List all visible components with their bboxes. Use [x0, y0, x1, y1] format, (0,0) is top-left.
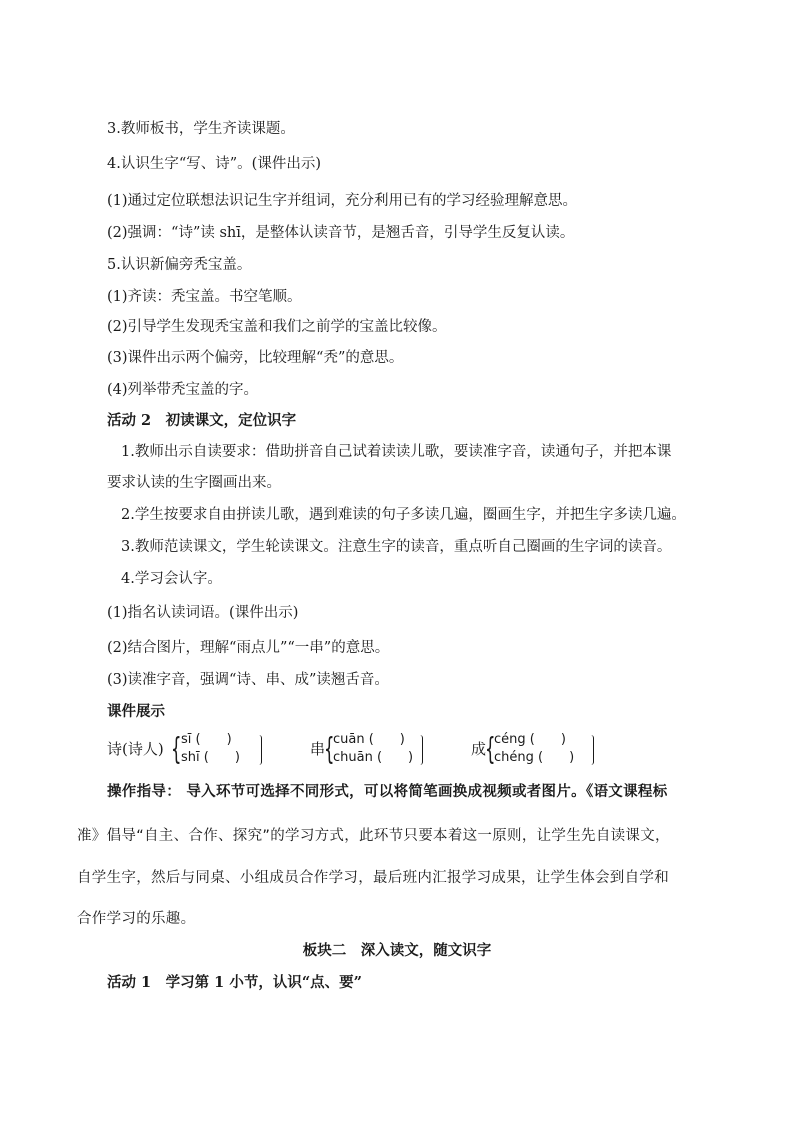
activity-2-step-4-sub-2: (2)结合图片，理解“雨点儿”“一串”的意思。 — [107, 640, 390, 656]
activity-2-step-1a: 1.教师出示自读要求：借助拼音自己试着读读儿歌，要读准字音，读通句子，并把本课 — [121, 444, 672, 460]
pinyin-option-top: sī ( ) — [181, 732, 232, 747]
left-brace: { — [485, 732, 496, 767]
operation-guide-line-2: 准》倡导“自主、合作、探究”的学习方式，此环节只要本着这一原则，让学生先自读课文， — [77, 828, 670, 844]
activity-2-heading: 活动 2 初读课文，定位识字 — [107, 412, 297, 429]
left-brace: { — [171, 732, 182, 767]
operation-guide-line-3: 自学生字，然后与同桌、小组成员合作学习，最后班内汇报学习成果，让学生体会到自学和 — [77, 870, 669, 886]
activity-2-step-3: 3.教师范读课文，学生轮读课文。注意生字的读音，重点听自己圈画的生字词的读音。 — [121, 539, 672, 555]
pinyin-char: 串 — [310, 740, 326, 758]
pinyin-group-chuan — [310, 731, 430, 771]
right-bracket — [591, 735, 594, 765]
step-3-line: 3.教师板书，学生齐读课题。 — [107, 121, 295, 137]
operation-guide-line-1 — [107, 782, 668, 802]
activity-2-step-2: 2.学生按要求自由拼读儿歌，遇到难读的句子多读几遍，圈画生字，并把生字多读几遍。 — [121, 507, 686, 523]
pinyin-char: 成 — [471, 740, 487, 758]
activity-2-step-4: 4.学习会认字。 — [121, 571, 222, 587]
operation-guide-line-4: 合作学习的乐趣。 — [77, 911, 196, 927]
right-bracket — [259, 735, 262, 765]
activity-2-step-1b: 要求认读的生字圈画出来。 — [107, 475, 281, 491]
step-5-line: 5.认识新偏旁秃宝盖。 — [107, 257, 252, 273]
step-5-sub-1: (1)齐读：秃宝盖。书空笔顺。 — [107, 289, 302, 305]
step-4-line: 4.认识生字“写、诗”。(课件出示) — [107, 156, 321, 172]
activity-2-step-4-sub-3: (3)读准字音，强调“诗、串、成”读翘舌音。 — [107, 672, 389, 688]
pinyin-group-cheng — [471, 731, 601, 771]
pinyin-option-bottom: shī ( ) — [181, 750, 240, 765]
left-brace: { — [324, 732, 335, 767]
section-2-heading: 板块二 深入读文，随文识字 — [302, 942, 492, 959]
pinyin-group-shi — [107, 731, 267, 771]
courseware-label: 课件展示 — [107, 703, 165, 720]
pinyin-option-top: céng ( ) — [494, 732, 566, 747]
step-5-sub-4: (4)列举带秃宝盖的字。 — [107, 382, 259, 398]
activity-1-heading: 活动 1 学习第 1 小节，认识“点、要” — [107, 974, 363, 991]
step-4-sub-1: (1)通过定位联想法识记生字并组词，充分利用已有的学习经验理解意思。 — [107, 193, 578, 209]
pinyin-char: 诗(诗人) — [107, 740, 164, 758]
pinyin-option-bottom: chéng ( ) — [494, 750, 575, 765]
step-4-sub-2: (2)强调：“诗”读 shī，是整体认读音节，是翘舌音，引导学生反复认读。 — [107, 225, 575, 241]
step-5-sub-2: (2)引导学生发现秃宝盖和我们之前学的宝盖比较像。 — [107, 319, 447, 335]
activity-2-step-4-sub-1: (1)指名认读词语。(课件出示) — [107, 605, 299, 621]
right-bracket — [420, 735, 423, 765]
pinyin-option-top: cuān ( ) — [333, 732, 405, 747]
step-5-sub-3: (3)课件出示两个偏旁，比较理解“秃”的意思。 — [107, 350, 404, 366]
operation-guide-text: 操作指导： 导入环节可选择不同形式，可以将简笔画换成视频或者图片。《语文课程标 — [107, 784, 668, 800]
pinyin-option-bottom: chuān ( ) — [333, 750, 414, 765]
